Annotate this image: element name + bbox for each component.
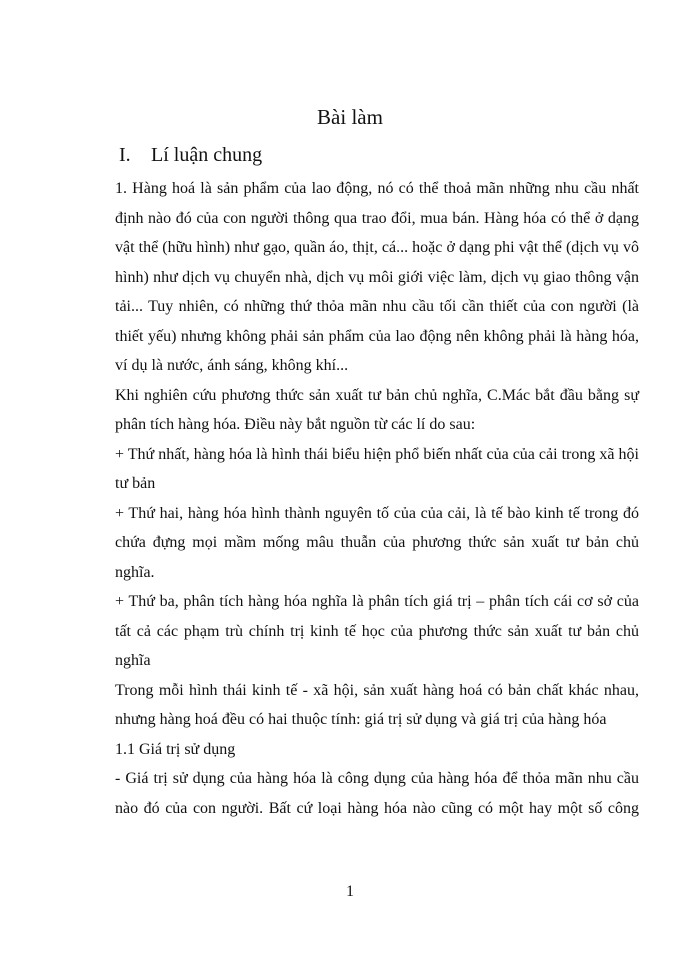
page-title: Bài làm (317, 105, 383, 129)
paragraph-use-value: - Giá trị sử dụng của hàng hóa là công dụng của hàng hóa để thỏa mãn nhu cầu nào đó của con người. Bất cứ loại hàng hóa nào cũng có một hay một số công (115, 770, 639, 817)
reason-third: + Thứ ba, phân tích hàng hóa nghĩa là phân tích giá trị – phân tích cái cơ sở của tất cả các phạm trù chính trị kinh tế học của phương thức sản xuất tư bản chủ nghĩa (115, 593, 639, 669)
section-number: I. (119, 144, 131, 166)
page-number: 1 (346, 883, 354, 900)
section-title: Lí luận chung (151, 144, 263, 166)
document-body (115, 174, 639, 823)
section-heading (119, 142, 262, 168)
paragraph-intro: 1. Hàng hoá là sản phẩm của lao động, nó có thể thoả mãn những nhu cầu nhất định nào đó của con người thông qua trao đổi, mua bán. Hàng hóa có thể ở dạng vật thể (hữu hình) như gạo, quần áo, thịt, cá... hoặc ở dạng phi vật thể (dịch vụ vô hình) như dịch vụ chuyển nhà, dịch vụ môi giới việc làm, dịch vụ giao thông vận tải... Tuy nhiên, có những thứ thỏa mãn nhu cầu tối cần thiết của con người (là thiết yếu) nhưng không phải sản phẩm của lao động nên không phải là hàng hóa, ví dụ là nước, ánh sáng, không khí... (115, 180, 639, 374)
paragraph-marx: Khi nghiên cứu phương thức sản xuất tư bản chủ nghĩa, C.Mác bắt đầu bằng sự phân tích hàng hóa. Điều này bắt nguồn từ các lí do sau: (115, 386, 639, 433)
reason-second: + Thứ hai, hàng hóa hình thành nguyên tố của của cải, là tế bào kinh tế trong đó chứa đựng mọi mầm mống mâu thuẫn của phương thức sản xuất tư bản chủ nghĩa. (115, 504, 639, 581)
subsection-heading: 1.1 Giá trị sử dụng (115, 740, 236, 758)
paragraph-attributes: Trong mỗi hình thái kinh tế - xã hội, sản xuất hàng hoá có bản chất khác nhau, nhưng hàng hoá đều có hai thuộc tính: giá trị sử dụng và giá trị của hàng hóa (115, 681, 639, 728)
reason-first: + Thứ nhất, hàng hóa là hình thái biểu hiện phổ biến nhất của của cải trong xã hội tư bản (115, 445, 639, 492)
